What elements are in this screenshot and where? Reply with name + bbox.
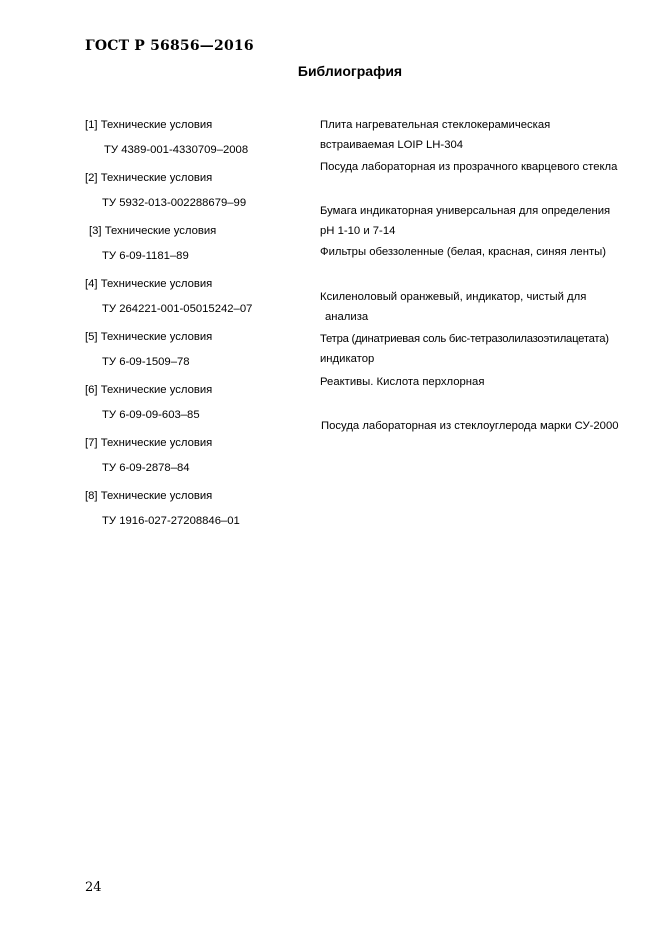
reference-code: ТУ 264221-001-05015242–07 bbox=[102, 303, 253, 315]
reference-code: ТУ 6-09-2878–84 bbox=[102, 462, 190, 474]
reference-label: [5] Технические условия bbox=[85, 331, 213, 343]
reference-description-line: Бумага индикаторная универсальная для определения bbox=[320, 205, 611, 217]
reference-description-line: Посуда лабораторная из прозрачного кварцевого стекла bbox=[320, 161, 618, 173]
reference-description-line: pH 1-10 и 7-14 bbox=[320, 225, 396, 237]
reference-description-line: Посуда лабораторная из стеклоуглерода марки СУ-2000 bbox=[321, 420, 619, 432]
reference-label: [3] Технические условия bbox=[89, 225, 217, 237]
reference-code: ТУ 4389-001-4330709–2008 bbox=[104, 144, 249, 156]
reference-description-line: индикатор bbox=[320, 353, 375, 365]
reference-label: [8] Технические условия bbox=[85, 490, 213, 502]
reference-description-line: Ксиленоловый оранжевый, индикатор, чистый для bbox=[320, 291, 587, 303]
reference-label: [7] Технические условия bbox=[85, 437, 213, 449]
reference-description-line: Плита нагревательная стеклокерамическая bbox=[320, 119, 551, 131]
reference-label: [2] Технические условия bbox=[85, 172, 213, 184]
reference-code: ТУ 6-09-1181–89 bbox=[102, 250, 189, 262]
reference-label: [1] Технические условия bbox=[85, 119, 213, 131]
reference-description-line: Реактивы. Кислота перхлорная bbox=[320, 376, 485, 388]
reference-description-line: встраиваемая LOIP LH-304 bbox=[320, 139, 464, 151]
page-title: Библиография bbox=[297, 63, 403, 79]
reference-description-line: анализа bbox=[325, 311, 369, 323]
reference-label: [6] Технические условия bbox=[85, 384, 213, 396]
standard-header: ГОСТ Р 56856—2016 bbox=[85, 38, 254, 54]
reference-code: ТУ 1916-027-27208846–01 bbox=[102, 515, 240, 527]
reference-label: [4] Технические условия bbox=[85, 278, 213, 290]
reference-code: ТУ 5932-013-002288679–99 bbox=[102, 197, 247, 209]
reference-description-line: Фильтры обеззоленные (белая, красная, синяя ленты) bbox=[320, 246, 606, 258]
page-number: 24 bbox=[85, 880, 102, 895]
reference-code: ТУ 6-09-09-603–85 bbox=[102, 409, 200, 421]
reference-description-line: Тетра (динатриевая соль бис-тетразолилазоэтилацетата) bbox=[320, 333, 609, 345]
reference-code: ТУ 6-09-1509–78 bbox=[102, 356, 190, 368]
